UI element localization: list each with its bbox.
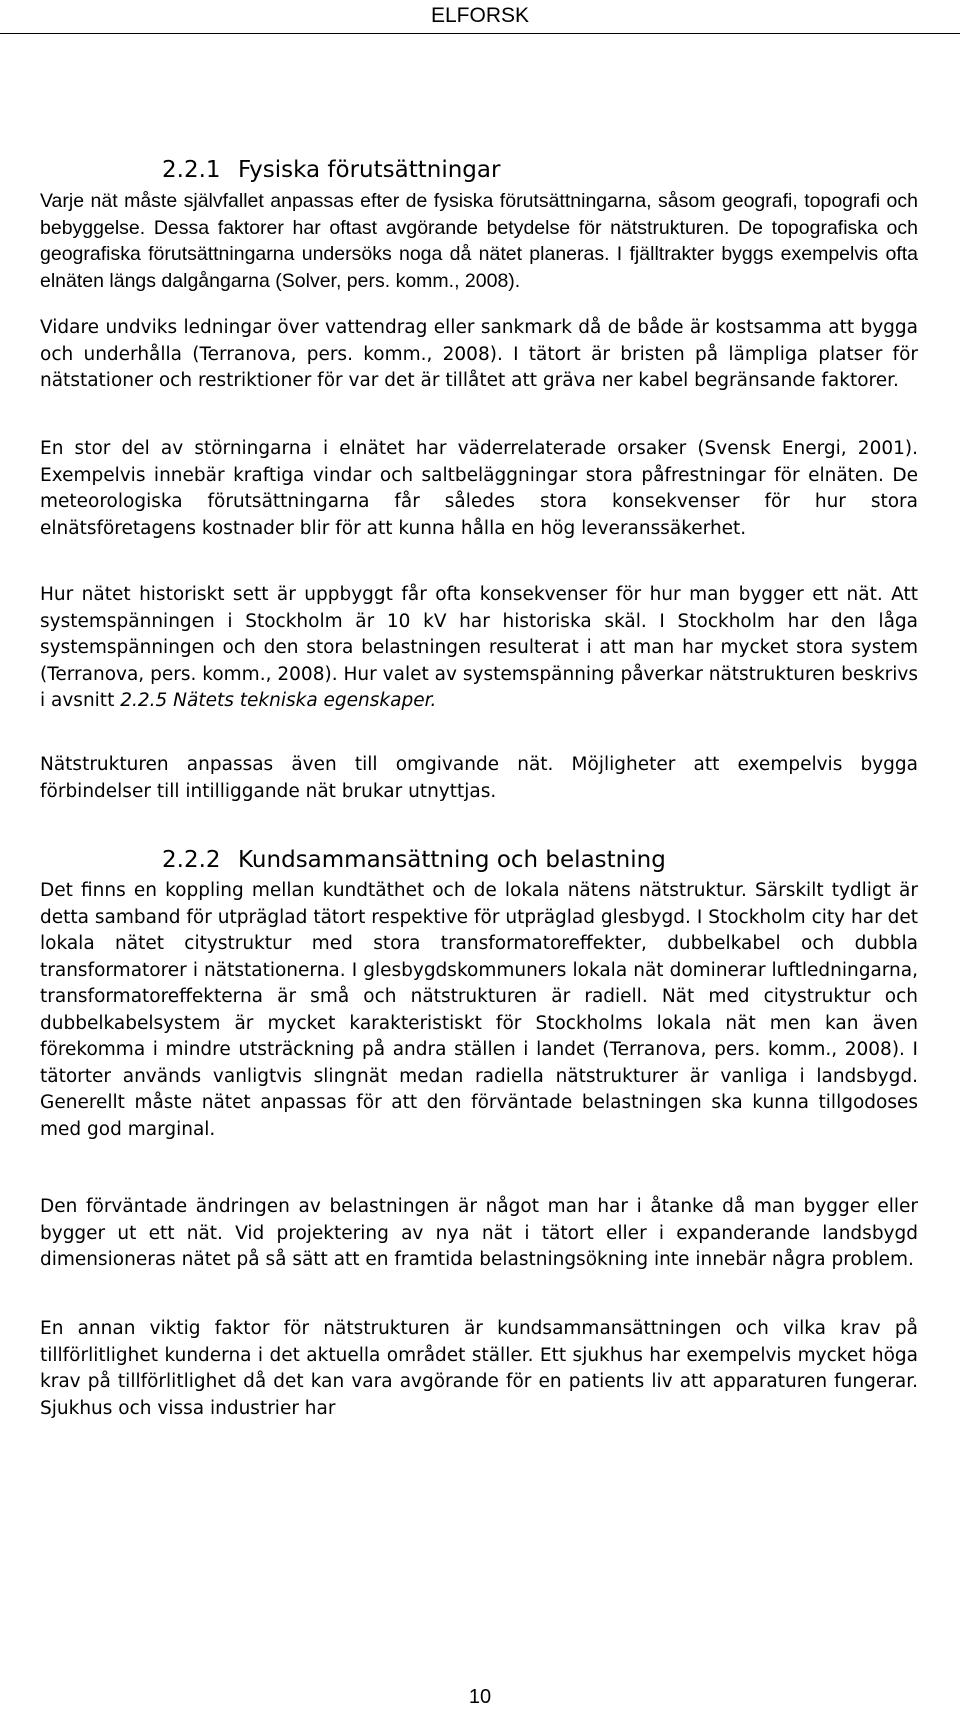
paragraph-text: Hur nätet historiskt sett är uppbyggt får ofta konsekvenser för hur man bygger ett nät. Att systemspänningen i Stockholm är 10 kV har historiska skäl. I Stockholm har den låga systemspänningen och den stora belastningen resulterat i att man har mycket stora system (Terranova, pers. komm., 2008). Hur valet av systemspänning påverkar nätstrukturen beskrivs i avsnitt: [40, 584, 918, 711]
paragraph: Varje nät måste självfallet anpassas efter de fysiska förutsättningarna, såsom geografi, topografi och bebyggelse. Dessa faktorer har oftast avgörande betydelse för nätstrukturen. De topografiska och geografiska förutsättningarna undersöks noga då nätet planeras. I fjälltrakter byggs exempelvis ofta elnäten längs dalgångarna (Solver, pers. komm., 2008).: [40, 190, 918, 292]
paragraph: Vidare undviks ledningar över vattendrag eller sankmark då de både är kostsamma att bygga och underhålla (Terranova, pers. komm., 2008). I tätort är bristen på lämpliga platser för nätstationer och restriktioner för var det är tillåtet att gräva ner kabel begränsande faktorer.: [40, 317, 918, 391]
section-heading-2-2-1: [40, 155, 500, 185]
section-number: 2.2.1: [162, 157, 221, 183]
section-heading-2-2-2: [40, 845, 666, 875]
paragraph: Det finns en koppling mellan kundtäthet och de lokala nätens nätstruktur. Särskilt tydligt är detta samband för utpräglad tätort respektive för utpräglad glesbygd. I Stockholm city har det lokala nätet citystruktur med stora transformatoreffekter, dubbelkabel och dubbla transformatorer i nätstationerna. I glesbygdskommuners lokala nät dominerar luftledningarna, transformatoreffekterna är små och nätstrukturen är radiell. Nät med citystruktur och dubbelkabelsystem är mycket karakteristiskt för Stockholms lokala nät men kan även förekomma i mindre utsträckning på andra ställen i landet (Terranova, pers. komm., 2008). I tätorter används vanligtvis slingnät medan radiella nätstrukturer är vanliga i landsbygd. Generellt måste nätet anpassas för att den förväntade belastningen ska kunna tillgodoses med god marginal.: [40, 880, 918, 1140]
paragraph: En annan viktig faktor för nätstrukturen är kundsammansättningen och vilka krav på tillförlitlighet kunderna i det aktuella området ställer. Ett sjukhus har exempelvis mycket höga krav på tillförlitlighet då det kan vara avgörande för en patients liv att apparaturen fungerar. Sjukhus och vissa industrier har: [40, 1318, 918, 1419]
header-divider: [0, 33, 960, 34]
section-reference-link: 2.2.5 Nätets tekniska egenskaper.: [120, 690, 437, 711]
paragraph: Nätstrukturen anpassas även till omgivande nät. Möjligheter att exempelvis bygga förbindelser till intilliggande nät brukar utnyttjas.: [40, 754, 918, 802]
running-header: ELFORSK: [430, 4, 530, 27]
paragraph: Den förväntade ändringen av belastningen är något man har i åtanke då man bygger eller bygger ut ett nät. Vid projektering av nya nät i tätort eller i expanderande landsbygd dimensioneras nätet på så sätt att en framtida belastningsökning inte innebär några problem.: [40, 1196, 918, 1270]
section-title: Fysiska förutsättningar: [238, 157, 501, 183]
paragraph: En stor del av störningarna i elnätet har väderrelaterade orsaker (Svensk Energi, 2001). Exempelvis innebär kraftiga vindar och saltbeläggningar stora påfrestningar för elnäten. De meteorologiska förutsättningarna får således stora konsekvenser för hur stora elnätsföretagens kostnader blir för att kunna hålla en hög leveranssäkerhet.: [40, 438, 918, 539]
paragraph: [40, 582, 918, 715]
section-title: Kundsammansättning och belastning: [238, 847, 666, 873]
section-number: 2.2.2: [162, 847, 221, 873]
page-number: 10: [468, 1686, 492, 1708]
